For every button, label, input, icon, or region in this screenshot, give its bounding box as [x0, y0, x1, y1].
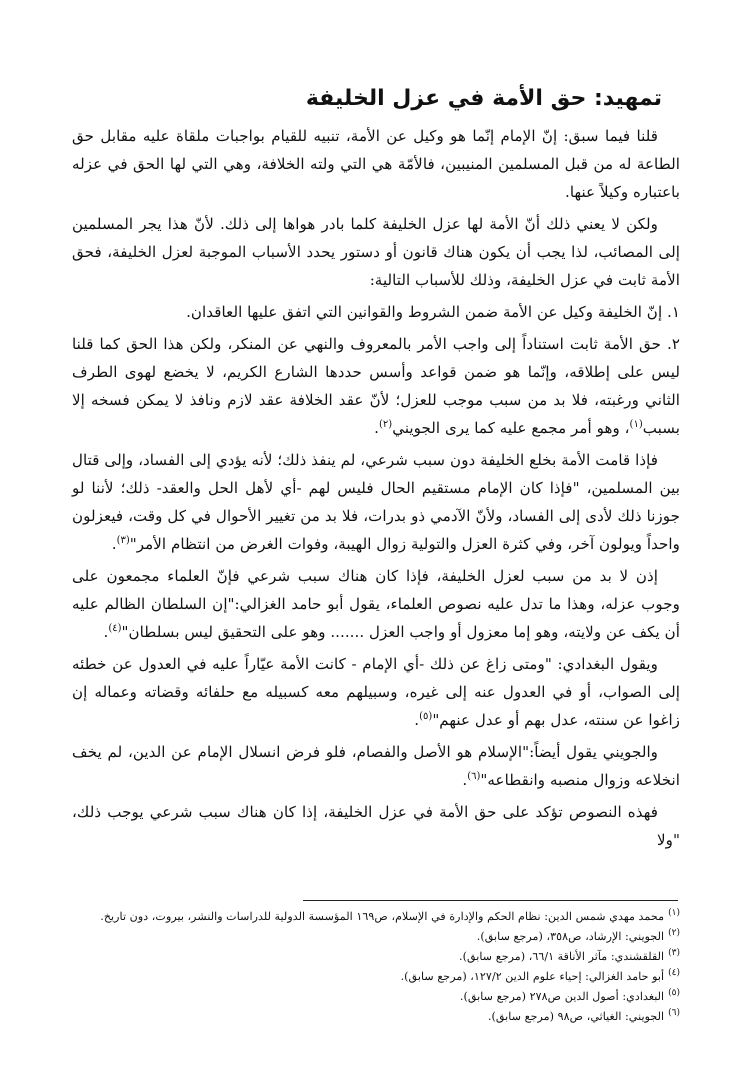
footnote-1	[60, 907, 680, 927]
footnote-number: (٣)	[668, 948, 680, 959]
list-item-2-tail: ، وهو أمر مجمع عليه كما يرى الجويني	[392, 419, 630, 437]
paragraph-5-end: .	[414, 711, 420, 729]
footnote-2	[60, 927, 680, 947]
paragraph-5-text: ويقول البغدادي: "ومتى زاغ عن ذلك -أي الإمام - كانت الأمة عيّاراً عليه في العدول عن خطئه إلى الصواب، أو في العدول عنه إلى غيره، وسبيلهم معه كسبيله مع حلفائه وقضاته وعماله إن زاغوا عن سنته، عدل بهم أو عدل عنهم"	[72, 655, 680, 729]
footnote-number: (٢)	[668, 928, 680, 939]
footnote-number: (١)	[668, 908, 680, 919]
paragraph-6	[72, 738, 680, 794]
footnote-number: (٦)	[668, 1008, 680, 1019]
footnote-5	[60, 987, 680, 1007]
paragraph-3-text: فإذا قامت الأمة بخلع الخليفة دون سبب شرعي، لم ينفذ ذلك؛ لأنه يؤدي إلى الفساد، وإلى قتال بين المسلمين، "فإذا كان الإمام مستقيم الحال فليس لهم -أي لأهل الحل والعقد- ذلك؛ لأننا لو جوزنا ذلك لأدى إلى الفساد، ولأنّ الآدمي ذو بدرات، فلا بد من تغيير الأحوال في كل وقت، فيعزلون واحداً ويولون آخر، وفي كثرة العزل والتولية زوال الهيبة، وفوات الغرض من انتظام الأمر"	[72, 451, 680, 553]
footnote-ref-6[interactable]: (٦)	[467, 770, 481, 782]
paragraph-3-end: .	[111, 535, 117, 553]
list-item-2-end: .	[374, 419, 379, 437]
footnotes-list	[60, 907, 680, 1027]
list-item-1: ١. إنّ الخليفة وكيل عن الأمة ضمن الشروط والقوانين التي اتفق عليها العاقدان.	[186, 303, 680, 321]
footnote-ref-3[interactable]: (٣)	[116, 534, 130, 546]
footnote-ref-1[interactable]: (١)	[629, 418, 643, 430]
footnote-text: أبو حامد الغزالي: إحياء علوم الدين ١٢٧/٢، (مرجع سابق).	[400, 970, 665, 983]
footnote-text: القلقشندي: مآثر الأناقة ٦٦/١، (مرجع سابق).	[459, 950, 665, 963]
paragraph-4	[72, 562, 680, 646]
footnote-ref-5[interactable]: (٥)	[419, 710, 433, 722]
footnote-ref-4[interactable]: (٤)	[108, 622, 122, 634]
footnote-text: الجويني: الإرشاد، ص٣٥٨، (مرجع سابق).	[476, 930, 665, 943]
paragraph-4-end: .	[103, 623, 109, 641]
footnote-3	[60, 947, 680, 967]
paragraph-1: قلنا فيما سبق: إنّ الإمام إنّما هو وكيل عن الأمة، تنبيه للقيام بواجبات ملقاة عليه مقابل حق الطاعة له من قبل المسلمين المنيبين، فالأمّة هي التي ولته الخلافة، وهي التي لها الحق في عزله باعتباره وكيلاً عنها.	[72, 127, 680, 201]
footnote-text: الجويني: الغياثي، ص٩٨ (مرجع سابق).	[487, 1010, 665, 1023]
paragraph-2: ولكن لا يعني ذلك أنّ الأمة لها عزل الخليفة كلما بادر هواها إلى ذلك. لأنّ هذا يجر المسلمين إلى المصائب، لذا يجب أن يكون هناك قانون أو دستور يحدد الأسباب الموجبة لعزل الخليفة، فحق الأمة ثابت في عزل الخليفة، وذلك للأسباب التالية:	[72, 215, 680, 289]
list-item-2	[72, 330, 680, 442]
footnote-ref-2[interactable]: (٢)	[379, 418, 393, 430]
paragraph-3	[72, 446, 680, 558]
footnote-4	[60, 967, 680, 987]
paragraph-5	[72, 650, 680, 734]
paragraph-6-text: والجويني يقول أيضاً:"الإسلام هو الأصل والفصام، فلو فرض انسلال الإمام عن الدين، لم يخف انخلاعه وزوال منصبه وانقطاعه"	[72, 743, 680, 789]
footnote-6	[60, 1007, 680, 1027]
section-title: تمهيد: حق الأمة في عزل الخليفة	[305, 86, 662, 111]
footnote-number: (٤)	[668, 968, 680, 979]
paragraph-7: فهذه النصوص تؤكد على حق الأمة في عزل الخليفة، إذا كان هناك سبب شرعي يوجب ذلك، "ولا	[72, 803, 680, 849]
paragraph-6-end: .	[462, 771, 468, 789]
footnote-text: محمد مهدي شمس الدين: نظام الحكم والإدارة في الإسلام، ص١٦٩ المؤسسة الدولية للدراسات والنشر، بيروت، دون تاريخ.	[100, 910, 665, 923]
footnote-number: (٥)	[668, 988, 680, 999]
paragraph-4-text: إذن لا بد من سبب لعزل الخليفة، فإذا كان هناك سبب شرعي فإنّ العلماء مجمعون على وجوب عزله، وهذا ما تدل عليه نصوص العلماء، يقول أبو حامد الغزالي:"إن السلطان الظالم عليه أن يكف عن ولايته، وهو إما معزول أو واجب العزل ....... وهو على التحقيق ليس بسلطان"	[72, 567, 680, 641]
list-item-2-text: ٢. حق الأمة ثابت استناداً إلى واجب الأمر بالمعروف والنهي عن المنكر، ولكن هذا الحق كما قلنا ليس على إطلاقه، وإنّما هو ضمن قواعد وأسس حددها الشارع الكريم، لا يخضع لهوى الطرف الثاني ورغبته، فلا بد من سبب موجب للعزل؛ لأنّ عقد الخلافة عقد لازم ونافذ لا يمكن فسخه إلا بسبب	[72, 335, 680, 437]
footnote-separator	[303, 900, 678, 901]
footnote-text: البغدادي: أصول الدين ص٢٧٨ (مرجع سابق).	[459, 990, 665, 1003]
